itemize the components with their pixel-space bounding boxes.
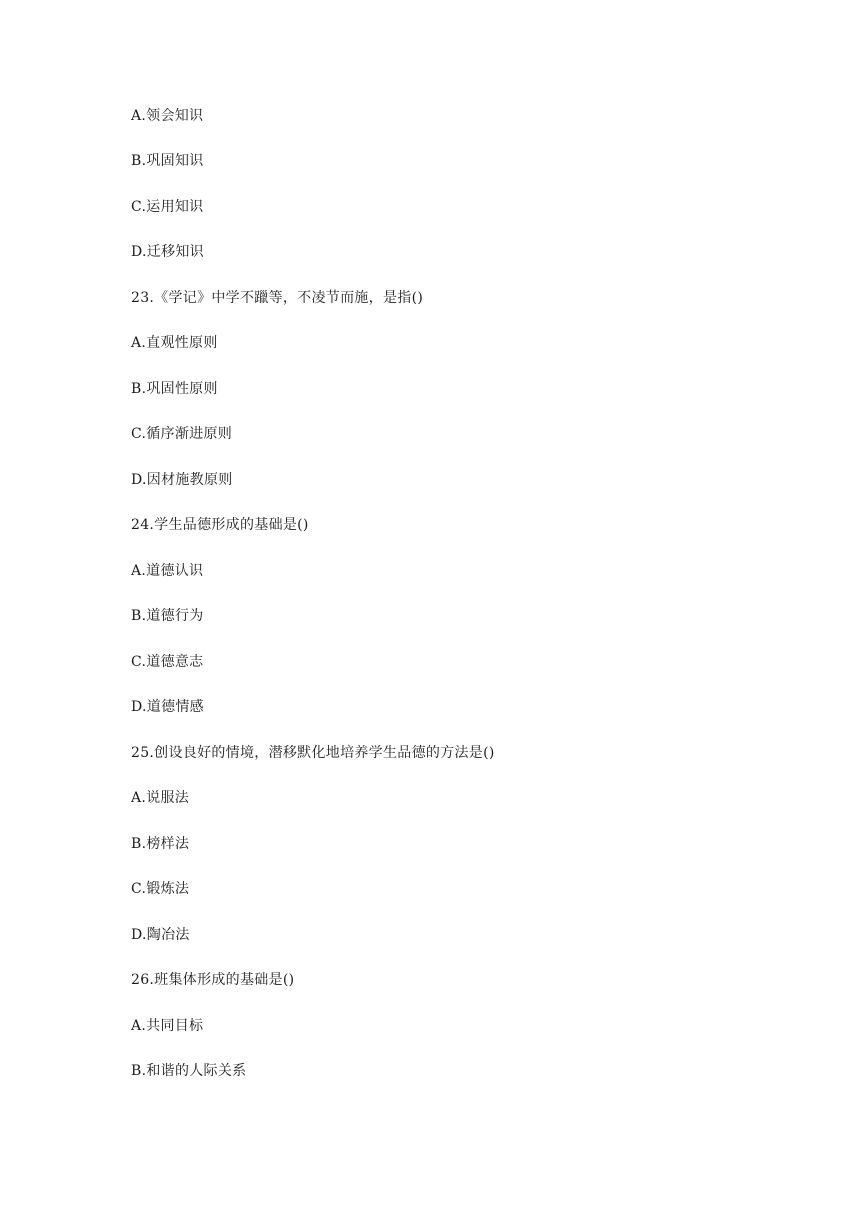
option-d-line: D.迁移知识: [131, 244, 204, 260]
q25-option-d: D.陶冶法: [131, 927, 190, 943]
question-25: 25.创设良好的情境，潜移默化地培养学生品德的方法是(): [131, 745, 495, 761]
q23-option-a: A.直观性原则: [131, 335, 218, 351]
q25-option-c: C.锻炼法: [131, 881, 190, 897]
q24-option-a: A.道德认识: [131, 563, 204, 579]
q23-option-c: C.循序渐进原则: [131, 426, 233, 442]
question-23: 23.《学记》中学不躐等，不凌节而施，是指(): [131, 290, 424, 306]
q26-option-a: A.共同目标: [131, 1018, 204, 1034]
q23-option-b: B.巩固性原则: [131, 381, 218, 397]
option-a-line: A.领会知识: [131, 108, 204, 124]
q24-option-b: B.道德行为: [131, 608, 204, 624]
q23-option-d: D.因材施教原则: [131, 472, 233, 488]
q25-option-b: B.榜样法: [131, 836, 190, 852]
q24-option-d: D.道德情感: [131, 699, 204, 715]
q24-option-c: C.道德意志: [131, 654, 204, 670]
question-24: 24.学生品德形成的基础是(): [131, 517, 309, 533]
option-b-line: B.巩固知识: [131, 153, 204, 169]
question-26: 26.班集体形成的基础是(): [131, 972, 295, 988]
q26-option-b: B.和谐的人际关系: [131, 1063, 247, 1079]
option-c-line: C.运用知识: [131, 199, 204, 215]
q25-option-a: A.说服法: [131, 790, 190, 806]
